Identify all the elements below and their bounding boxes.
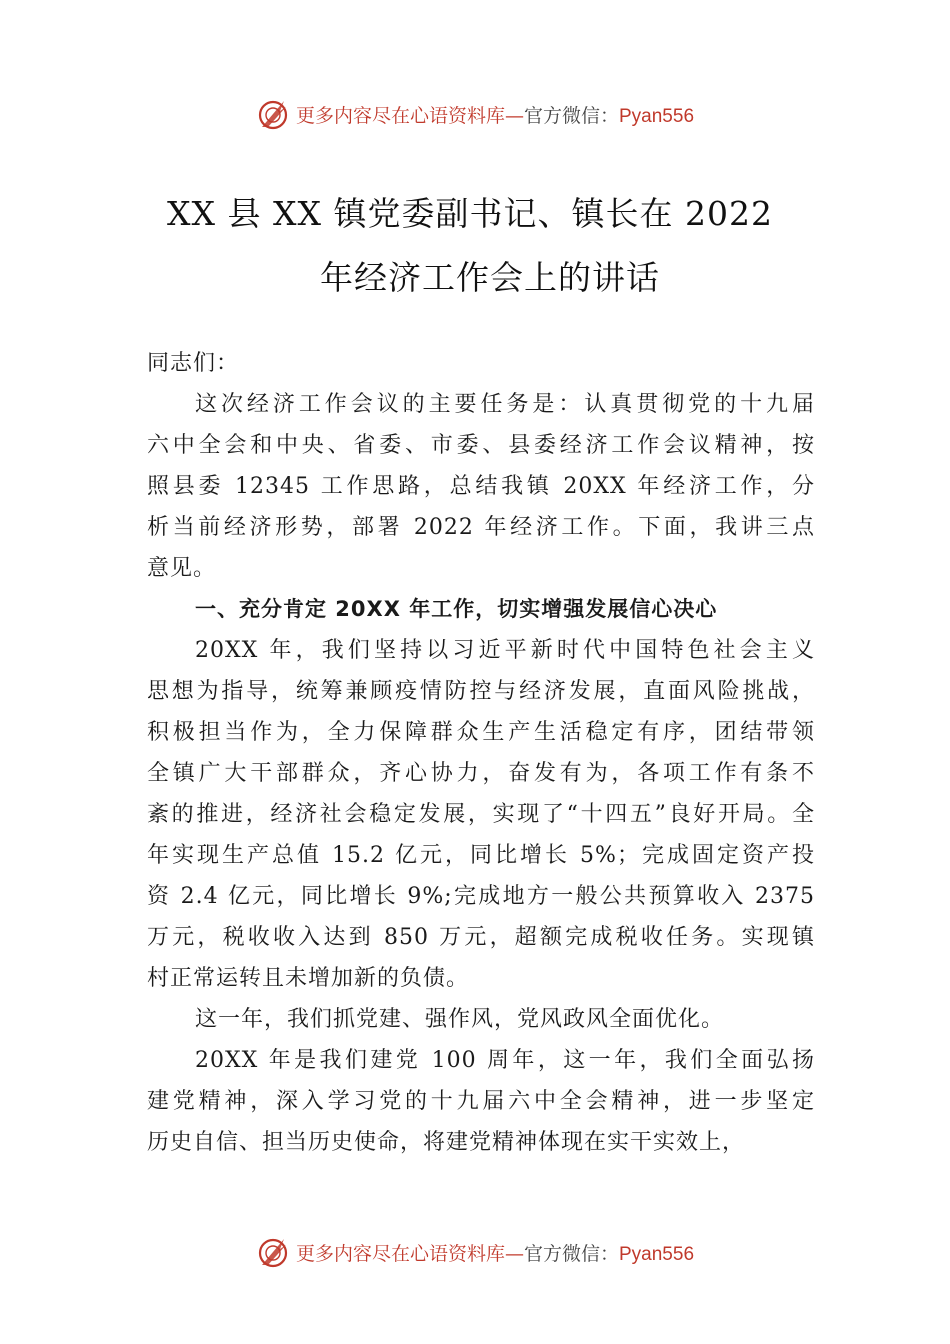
header-banner[interactable] bbox=[0, 94, 950, 134]
body-text-line: 照县委 12345 工作思路，总结我镇 20XX 年经济工作，分 bbox=[147, 474, 815, 499]
quill-seal-icon bbox=[256, 1235, 290, 1269]
body-text-line: 六中全会和中央、省委、市委、县委经济工作会议精神，按 bbox=[147, 433, 815, 458]
document-title-line-2: 年经济工作会上的讲话 bbox=[320, 258, 660, 297]
footer-banner[interactable] bbox=[0, 1232, 950, 1272]
banner-site: 更多内容尽在心语资料库 bbox=[295, 1242, 505, 1265]
banner-label: 官方微信： bbox=[523, 104, 619, 127]
banner-text bbox=[296, 1239, 694, 1266]
body-text-line: 这次经济工作会议的主要任务是：认真贯彻党的十九届 bbox=[195, 392, 815, 417]
body-text-line: 20XX 年是我们建党 100 周年，这一年，我们全面弘扬 bbox=[195, 1048, 815, 1073]
document-title-line-1: XX 县 XX 镇党委副书记、镇长在 2022 bbox=[167, 194, 773, 233]
body-text-line: 历史自信、担当历史使命，将建党精神体现在实干实效上， bbox=[147, 1130, 746, 1155]
body-text-line: 析当前经济形势，部署 2022 年经济工作。下面，我讲三点 bbox=[147, 515, 815, 540]
document-body bbox=[147, 343, 815, 1163]
banner-text bbox=[296, 101, 694, 128]
banner-wechat-id: Pyan556 bbox=[619, 105, 695, 127]
body-text-line: 年实现生产总值 15.2 亿元，同比增长 5%；完成固定资产投 bbox=[147, 843, 815, 868]
banner-wechat-id: Pyan556 bbox=[619, 1243, 695, 1265]
body-text-line: 资 2.4 亿元，同比增长 9%;完成地方一般公共预算收入 2375 bbox=[147, 884, 815, 909]
banner-label: 官方微信： bbox=[523, 1242, 619, 1265]
body-text-line: 积极担当作为，全力保障群众生产生活稳定有序，团结带领 bbox=[147, 720, 815, 745]
body-text-line: 意见。 bbox=[147, 556, 217, 581]
banner-separator: — bbox=[504, 1242, 524, 1265]
quill-seal-icon bbox=[256, 97, 290, 131]
body-text-line: 万元，税收收入达到 850 万元，超额完成税收任务。实现镇 bbox=[147, 925, 815, 950]
body-text-line: 紊的推进，经济社会稳定发展，实现了“十四五”良好开局。全 bbox=[147, 802, 815, 827]
banner-separator: — bbox=[504, 104, 524, 127]
body-text-line: 20XX 年，我们坚持以习近平新时代中国特色社会主义 bbox=[195, 638, 815, 663]
body-text-line: 思想为指导，统筹兼顾疫情防控与经济发展，直面风险挑战， bbox=[147, 679, 815, 704]
banner-site: 更多内容尽在心语资料库 bbox=[295, 104, 505, 127]
body-text-line: 这一年，我们抓党建、强作风，党风政风全面优化。 bbox=[195, 1007, 725, 1032]
body-text-line: 全镇广大干部群众，齐心协力，奋发有为，各项工作有条不 bbox=[147, 761, 815, 786]
body-text-line: 同志们： bbox=[147, 351, 240, 376]
body-text-line: 建党精神，深入学习党的十九届六中全会精神，进一步坚定 bbox=[147, 1089, 815, 1114]
section-heading: 一、充分肯定 20XX 年工作，切实增强发展信心决心 bbox=[195, 597, 718, 621]
body-text-line: 村正常运转且未增加新的负债。 bbox=[147, 966, 470, 991]
